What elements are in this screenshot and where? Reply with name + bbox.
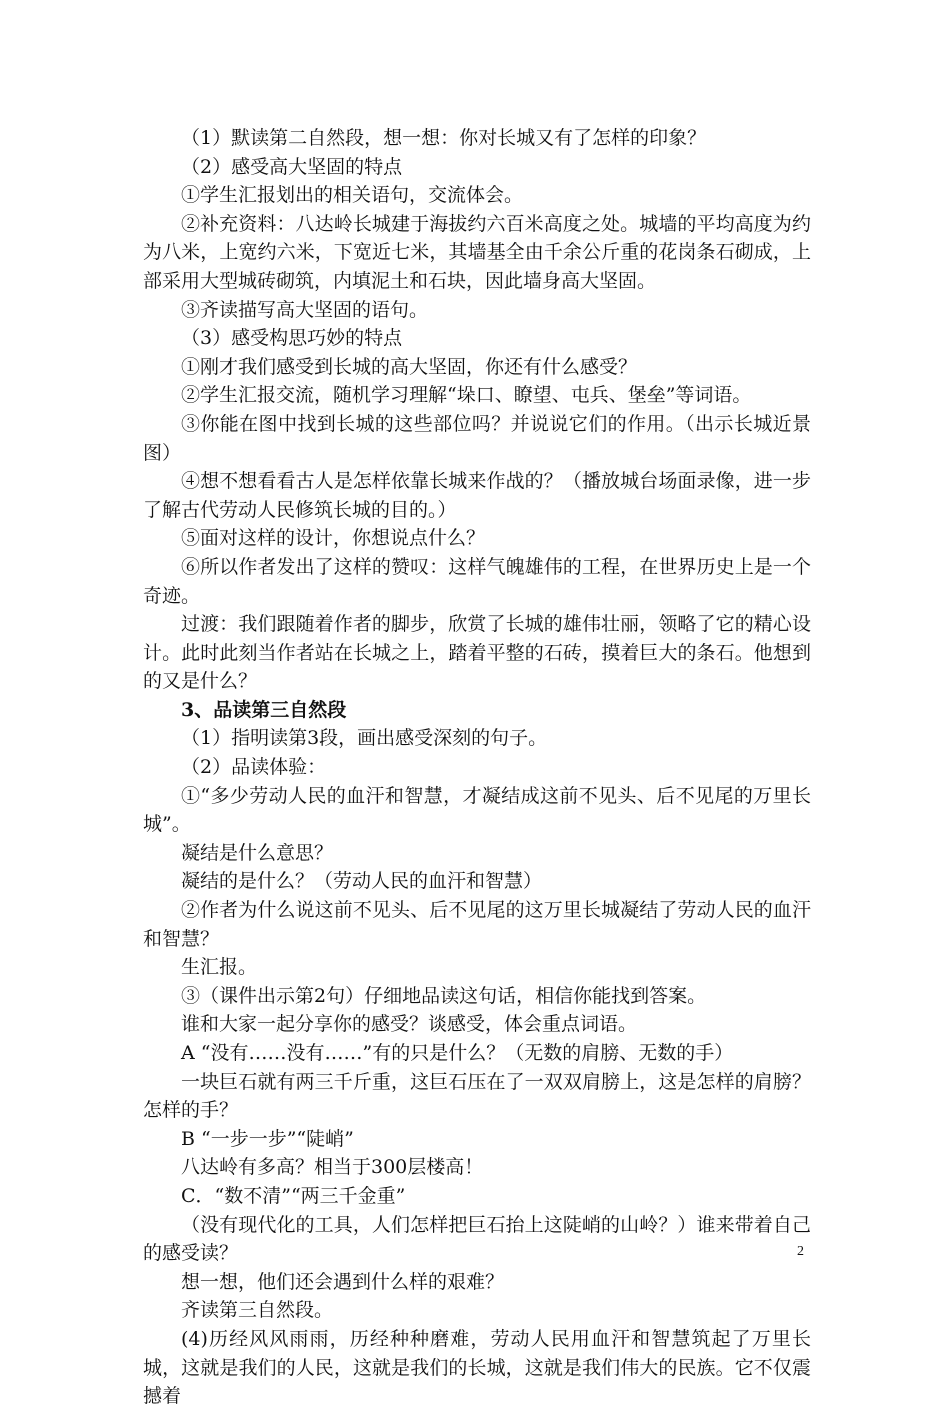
paragraph: ④想不想看看古人是怎样依靠长城来作战的？（播放城台场面录像，进一步了解古代劳动人民修筑长城的目的。）: [143, 470, 811, 521]
paragraph: （1）指明读第3段，画出感受深刻的句子。: [181, 727, 548, 750]
paragraph: （没有现代化的工具，人们怎样把巨石抬上这陡峭的山岭？）谁来带着自己的感受读？: [143, 1213, 811, 1265]
paragraph: A “没有……没有……”有的只是什么？（无数的肩膀、无数的手）: [181, 1042, 734, 1064]
paragraph: （3）感受构思巧妙的特点: [181, 327, 403, 350]
paragraph: ②作者为什么说这前不见头、后不见尾的这万里长城凝结了劳动人民的血汗和智慧？: [143, 899, 811, 950]
page-number: 2: [797, 1244, 804, 1259]
paragraph: ③（课件出示第2句）仔细地品读这句话，相信你能找到答案。: [181, 984, 707, 1007]
paragraph: 凝结是什么意思？: [181, 841, 334, 864]
paragraph: ⑥所以作者发出了这样的赞叹：这样气魄雄伟的工程，在世界历史上是一个奇迹。: [143, 555, 811, 607]
section-heading: 3、品读第三自然段: [181, 698, 347, 721]
paragraph: 一块巨石就有两三千斤重，这巨石压在了一双双肩膀上，这是怎样的肩膀？怎样的手？: [143, 1070, 811, 1122]
paragraph: ①刚才我们感受到长城的高大坚固，你还有什么感受？: [181, 355, 638, 378]
paragraph: ⑤面对这样的设计，你想说点什么？: [181, 527, 486, 550]
paragraph: ③齐读描写高大坚固的语句。: [181, 298, 429, 321]
paragraph: (4)历经风风雨雨，历经种种磨难，劳动人民用血汗和智慧筑起了万里长城，这就是我们的人民，这就是我们的长城，这就是我们伟大的民族。它不仅震撼着: [143, 1327, 811, 1408]
paragraph: 生汇报。: [181, 956, 258, 979]
paragraph: （2）品读体验：: [181, 756, 327, 779]
paragraph: ①“多少劳动人民的血汗和智慧，才凝结成这前不见头、后不见尾的万里长城”。: [143, 784, 811, 836]
paragraph: C．“数不清”“两三千金重”: [181, 1184, 406, 1207]
paragraph: ②学生汇报交流，随机学习理解“垛口、瞭望、屯兵、堡垒”等词语。: [181, 384, 752, 407]
paragraph: （1）默读第二自然段，想一想：你对长城又有了怎样的印象？: [181, 127, 707, 149]
paragraph: 谁和大家一起分享你的感受？谈感受，体会重点词语。: [181, 1013, 638, 1036]
paragraph: （2）感受高大坚固的特点: [181, 155, 403, 178]
paragraph: 过渡：我们跟随着作者的脚步，欣赏了长城的雄伟壮丽，领略了它的精心设计。此时此刻当作者站在长城之上，踏着平整的石砖，摸着巨大的条石。他想到的又是什么？: [143, 613, 811, 693]
paragraph: 八达岭有多高？相当于300层楼高！: [181, 1156, 484, 1179]
paragraph: 想一想，他们还会遇到什么样的艰难？: [181, 1270, 505, 1293]
body-text: [143, 124, 811, 1411]
paragraph: ③你能在图中找到长城的这些部位吗？并说说它们的作用。（出示长城近景图）: [143, 412, 811, 464]
paragraph: ②补充资料：八达岭长城建于海拔约六百米高度之处。城墙的平均高度为约为八米，上宽约六米，下宽近七米，其墙基全由千余公斤重的花岗条石砌成，上部采用大型城砖砌筑，内填泥土和石块，因此墙身高大坚固。: [143, 212, 811, 292]
paragraph: ①学生汇报划出的相关语句，交流体会。: [181, 184, 524, 207]
paragraph: B “一步一步”“陡峭”: [181, 1127, 354, 1150]
paragraph: 凝结的是什么？（劳动人民的血汗和智慧）: [181, 870, 543, 893]
paragraph: 齐读第三自然段。: [181, 1299, 334, 1322]
